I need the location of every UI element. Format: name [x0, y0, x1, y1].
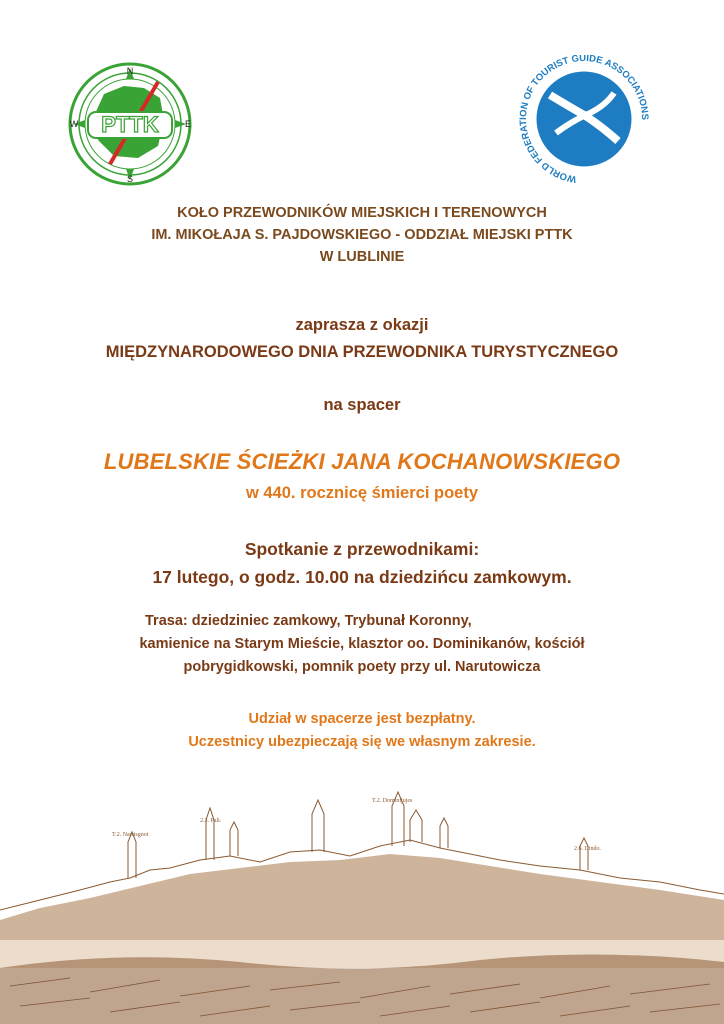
route-line-1: Trasa: dziedziniec zamkowy, Trybunał Koronny,	[145, 613, 472, 629]
route-info	[0, 610, 724, 679]
meeting-line-2: 17 lutego, o godz. 10.00 na dziedzińcu zamkowym.	[152, 567, 572, 587]
notes-line-2: Uczestnicy ubezpieczają się we własnym zakresie.	[188, 734, 536, 750]
walk-intro: na spacer	[323, 396, 401, 414]
svg-text:T.2. Narrisgnot: T.2. Narrisgnot	[112, 832, 149, 838]
event-subtitle: w 440. rocznicę śmierci poety	[245, 484, 479, 502]
wftga-logo	[510, 55, 658, 183]
svg-text:2.6. Dindo.: 2.6. Dindo.	[574, 846, 601, 852]
pttk-logo	[64, 60, 196, 188]
compass-e-label: E	[184, 119, 192, 129]
svg-text:2.3. Pali.: 2.3. Pali.	[200, 818, 222, 824]
pttk-logo-text: PTTK	[101, 112, 159, 137]
invite-line-2: MIĘDZYNARODOWEGO DNIA PRZEWODNIKA TURYSTYCZNEGO	[105, 343, 619, 361]
compass-w-label: W	[69, 119, 79, 129]
event-title: LUBELSKIE ŚCIEŻKI JANA KOCHANOWSKIEGO	[103, 449, 621, 474]
route-line-2: kamienice na Starym Mieście, klasztor oo. Dominikanów, kościół	[139, 636, 585, 652]
svg-text:T.2. Dominijujes: T.2. Dominijujes	[372, 798, 413, 804]
organizer-line-2: IM. MIKOŁAJA S. PAJDOWSKIEGO - ODDZIAŁ MIEJSKI PTTK	[151, 227, 573, 243]
wftga-ring-text: WORLD FEDERATION OF TOURIST GUIDE ASSOCIATIONS	[518, 55, 651, 183]
invite-line-1: zaprasza z okazji	[295, 316, 429, 334]
lublin-panorama-engraving	[0, 790, 724, 1024]
route-line-3: pobrygidkowski, pomnik poety przy ul. Narutowicza	[183, 659, 541, 675]
meeting-info	[0, 535, 724, 591]
compass-s-label: S	[126, 174, 134, 184]
meeting-line-1: Spotkanie z przewodnikami:	[244, 539, 480, 559]
notes-line-1: Udział w spacerze jest bezpłatny.	[248, 711, 476, 727]
organizer-line-1: KOŁO PRZEWODNIKÓW MIEJSKICH I TERENOWYCH	[177, 205, 547, 221]
participation-notes	[0, 708, 724, 754]
organizer-header	[0, 202, 724, 268]
invitation-text	[0, 312, 724, 366]
organizer-line-3: W LUBLINIE	[319, 249, 405, 265]
compass-n-label: N	[126, 66, 134, 76]
